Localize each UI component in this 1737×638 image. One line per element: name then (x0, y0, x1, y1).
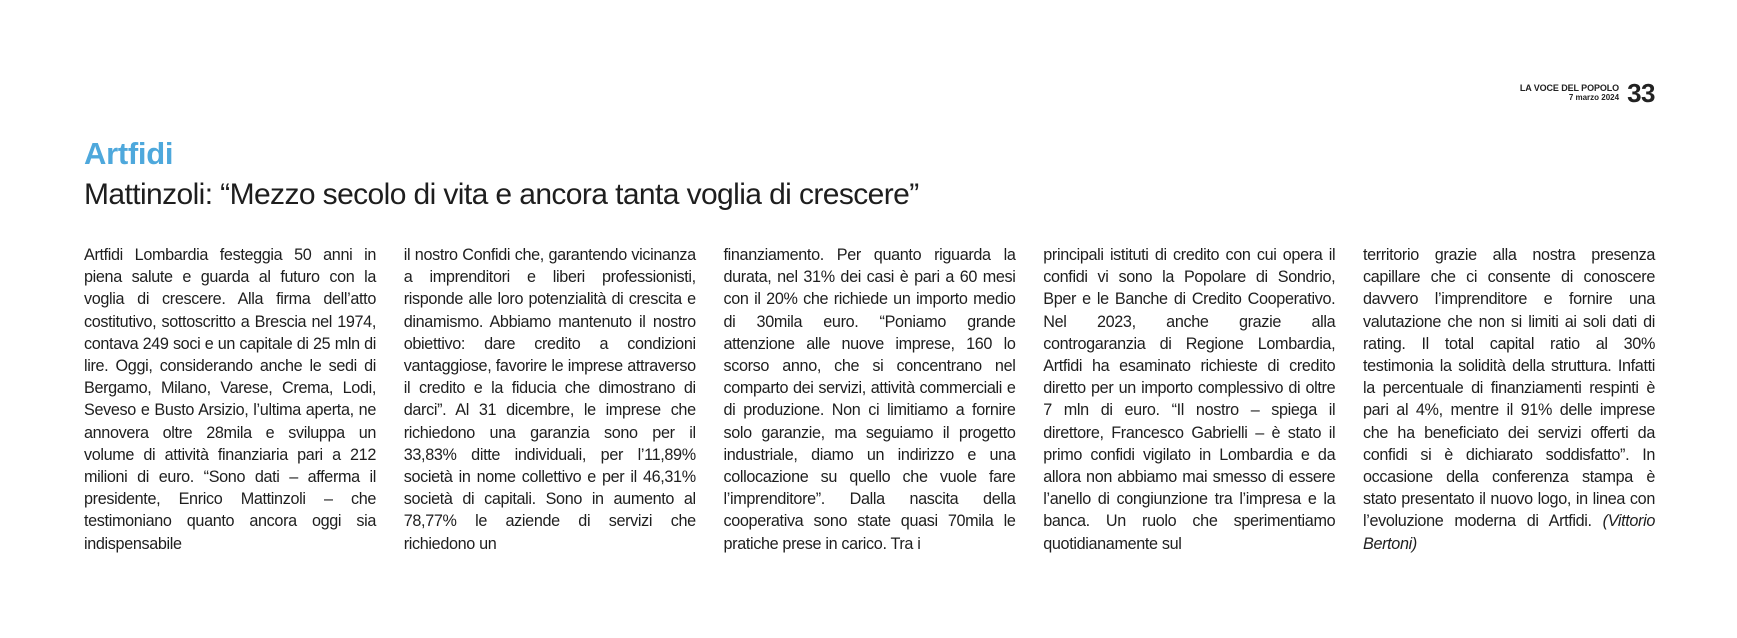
section-kicker: Artfidi (84, 136, 174, 171)
article-column-4: principali istituti di credito con cui opera il confidi vi sono la Popolare di Sondrio, Bper e le Banche di Credito Cooperativo. Nel 2023, anche grazie alla controgaranzia di Regione Lombardia, Artfidi ha esaminato richieste di credito diretto per un importo complessivo di oltre 7 mln di euro. “Il nostro – spiega il direttore, Francesco Gabrielli – è stato il primo confidi vigilato in Lombardia e da allora non abbiamo mai smesso di essere l’anello di congiunzione tra l’impresa e la banca. Un ruolo che sperimentiamo quotidianamente sul (1043, 246, 1336, 553)
article-body (84, 244, 1655, 555)
issue-date: 7 marzo 2024 (1568, 93, 1620, 102)
article-column-2: il nostro Confidi che, garantendo vicinanza a imprenditori e liberi professionisti, risponde alle loro potenzialità di crescita e dinamismo. Abbiamo mantenuto il nostro obiettivo: dare credito a condizioni vantaggiose, favorire le imprese attraverso il credito e la fiducia che dimostrano di darci”. Al 31 dicembre, le imprese che richiedono una garanzia sono per il 33,83% ditte individuali, per l’11,89% società in nome collettivo e per il 46,31% società di capitali. Sono in aumento al 78,77% le aziende di servizi che richiedono un (403, 246, 696, 553)
publication-name: LA VOCE DEL POPOLO (1519, 83, 1620, 93)
page-header (1520, 80, 1655, 106)
page-number: 33 (1627, 78, 1655, 108)
masthead (1520, 84, 1619, 102)
article-column-1: Artfidi Lombardia festeggia 50 anni in piena salute e guarda al futuro con la voglia di crescere. Alla firma dell’atto costitutivo, sottoscritto a Brescia nel 1974, contava 249 soci e un capitale di 25 mln di lire. Oggi, considerando anche le sedi di Bergamo, Milano, Varese, Crema, Lodi, Seveso e Busto Arsizio, l’ultima aperta, ne annovera oltre 28mila e sviluppa un volume di attività finanziaria pari a 212 milioni di euro. “Sono dati – afferma il presidente, Enrico Mattinzoli – che testimoniano quanto ancora oggi sia indispensabile (84, 246, 376, 553)
article-column-5 (1363, 244, 1655, 555)
article-headline: Mattinzoli: “Mezzo secolo di vita e ancora tanta voglia di crescere” (84, 178, 919, 211)
article-column-3: finanziamento. Per quanto riguarda la durata, nel 31% dei casi è pari a 60 mesi con il 20% che richiede un importo medio di 30mila euro. “Poniamo grande attenzione alle nuove imprese, 160 lo scorso anno, che si concentrano nel comparto dei servizi, attività commerciali e di produzione. Non ci limitiamo a fornire solo garanzie, ma seguiamo il progetto industriale, diamo un indirizzo e una collocazione su quello che vuole fare l’imprenditore”. Dalla nascita della cooperativa sono state quasi 70mila le pratiche prese in carico. Tra i (723, 246, 1016, 553)
article-column-5-text: territorio grazie alla nostra presenza capillare che ci consente di conoscere davvero l’imprenditore e fornire una valutazione che non si limiti ai soli dati di rating. Il total capital ratio al 30% testimonia la solidità della struttura. Infatti la percentuale di finanziamenti respinti è pari al 4%, mentre il 91% delle imprese che ha beneficiato dei servizi offerti da confidi si è dichiarato soddisfatto”. In occasione della conferenza stampa è stato presentato il nuovo logo, in linea con l’evoluzione moderna di Artfidi. (1363, 246, 1655, 531)
author-signature: (Vittorio Bertoni) (1363, 512, 1655, 553)
